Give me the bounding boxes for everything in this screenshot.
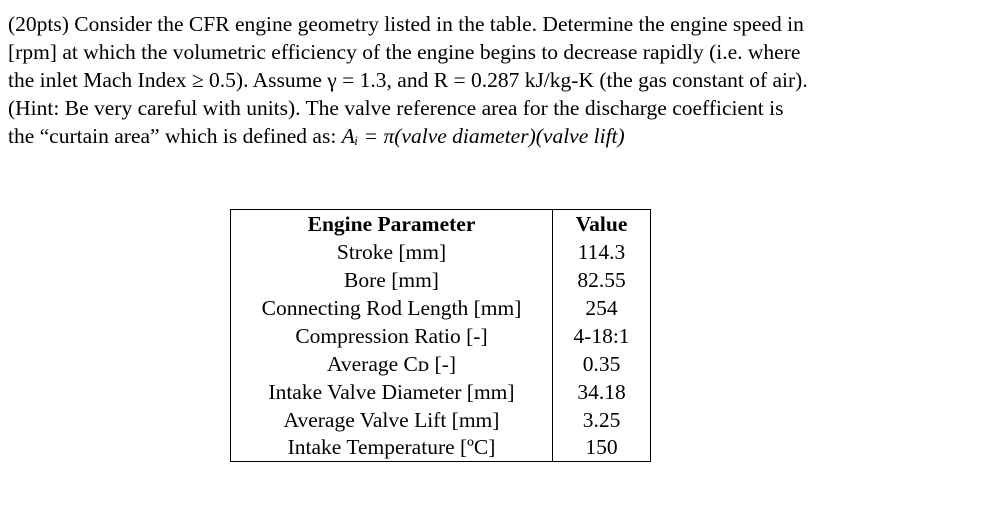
parameter-cell: Compression Ratio [-]: [231, 322, 553, 350]
parameter-cell: Average Cᴅ [-]: [231, 350, 553, 378]
curtain-area-formula: Aᵢ = π(valve diameter)(valve lift): [341, 124, 625, 148]
problem-line-3: the inlet Mach Index ≥ 0.5). Assume γ = 1.3, and R = 0.287 kJ/kg-K (the gas constant of air).: [8, 68, 808, 92]
problem-line-5: [8, 122, 976, 150]
value-cell: 34.18: [553, 378, 651, 406]
header-engine-parameter: Engine Parameter: [231, 210, 553, 238]
problem-line-2: [rpm] at which the volumetric efficiency of the engine begins to decrease rapidly (i.e. where: [8, 40, 801, 64]
problem-line-4: (Hint: Be very careful with units). The valve reference area for the discharge coefficient is: [8, 96, 784, 120]
parameter-cell: Intake Temperature [ºC]: [231, 434, 553, 462]
table-row: [231, 238, 651, 266]
table-header-row: [231, 210, 651, 238]
value-cell: 150: [553, 434, 651, 462]
problem-statement: [8, 10, 976, 150]
parameter-cell: Stroke [mm]: [231, 238, 553, 266]
table-row: [231, 434, 651, 462]
problem-line-1: (20pts) Consider the CFR engine geometry listed in the table. Determine the engine speed in: [8, 12, 804, 36]
parameter-cell: Connecting Rod Length [mm]: [231, 294, 553, 322]
value-cell: 82.55: [553, 266, 651, 294]
table-row: [231, 378, 651, 406]
parameter-cell: Bore [mm]: [231, 266, 553, 294]
table-row: [231, 294, 651, 322]
header-value: Value: [553, 210, 651, 238]
table-row: [231, 350, 651, 378]
parameter-cell: Average Valve Lift [mm]: [231, 406, 553, 434]
table-row: [231, 266, 651, 294]
value-cell: 254: [553, 294, 651, 322]
value-cell: 3.25: [553, 406, 651, 434]
table-row: [231, 322, 651, 350]
problem-line-5-text: the “curtain area” which is defined as:: [8, 124, 342, 148]
table-row: [231, 406, 651, 434]
value-cell: 114.3: [553, 238, 651, 266]
value-cell: 0.35: [553, 350, 651, 378]
parameter-cell: Intake Valve Diameter [mm]: [231, 378, 553, 406]
value-cell: 4-18:1: [553, 322, 651, 350]
engine-parameters-table: [230, 209, 651, 462]
